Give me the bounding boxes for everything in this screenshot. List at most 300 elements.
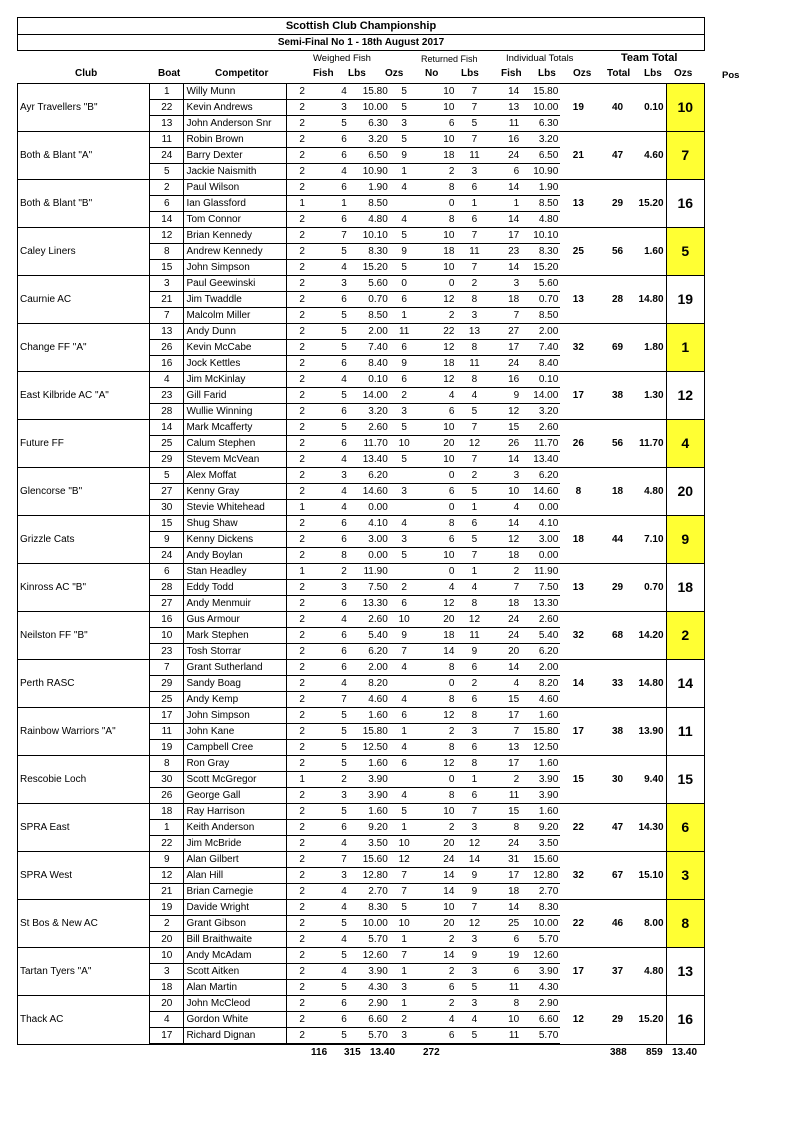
competitor-name: John Simpson (184, 708, 287, 724)
individual-fish: 4 (456, 388, 492, 404)
club-name: Caley Liners (18, 228, 150, 276)
weighed-fish: 2 (287, 388, 317, 404)
team-total-ozs: 14.80 (625, 660, 666, 708)
club-name: Caurnie AC (18, 276, 150, 324)
individual-lbs: 2 (492, 564, 521, 580)
weighed-ozs: 12.80 (349, 868, 390, 884)
competitor-name: Kevin Andrews (184, 100, 287, 116)
column-header-block (17, 51, 740, 83)
boat-number: 13 (150, 116, 184, 132)
individual-ozs: 8.50 (521, 196, 560, 212)
returned-no: 10 (390, 836, 419, 852)
col-header-competitor: Competitor (215, 68, 269, 79)
individual-ozs: 15.80 (521, 84, 560, 100)
weighed-lbs: 6 (317, 1012, 349, 1028)
team-total-ozs: 14.80 (625, 276, 666, 324)
team-total-lbs: 56 (596, 420, 625, 468)
individual-ozs: 1.60 (521, 804, 560, 820)
competitor-name: Alan Hill (184, 868, 287, 884)
club-name: Perth RASC (18, 660, 150, 708)
competitor-row (18, 420, 705, 436)
boat-number: 17 (150, 1028, 184, 1044)
team-total-lbs: 29 (596, 564, 625, 612)
weighed-ozs: 8.50 (349, 308, 390, 324)
weighed-fish: 2 (287, 436, 317, 452)
returned-no: 5 (390, 452, 419, 468)
weighed-lbs: 3 (317, 868, 349, 884)
boat-number: 8 (150, 756, 184, 772)
weighed-fish: 2 (287, 980, 317, 996)
returned-lbs: 6 (419, 1028, 457, 1044)
total-w-lbs: 315 (344, 1047, 361, 1058)
weighed-lbs: 3 (317, 468, 349, 484)
competitor-name: Scott Aitken (184, 964, 287, 980)
returned-no: 6 (390, 372, 419, 388)
returned-no: 1 (390, 996, 419, 1012)
returned-lbs: 10 (419, 228, 457, 244)
weighed-lbs: 4 (317, 500, 349, 516)
weighed-ozs: 2.70 (349, 884, 390, 900)
weighed-fish: 2 (287, 356, 317, 372)
position: 7 (666, 132, 704, 180)
boat-number: 25 (150, 436, 184, 452)
weighed-ozs: 3.90 (349, 964, 390, 980)
club-name: Kinross AC "B" (18, 564, 150, 612)
weighed-lbs: 4 (317, 836, 349, 852)
returned-lbs: 10 (419, 260, 457, 276)
returned-no: 12 (390, 852, 419, 868)
position: 12 (666, 372, 704, 420)
individual-lbs: 24 (492, 148, 521, 164)
individual-fish: 14 (456, 852, 492, 868)
individual-lbs: 13 (492, 100, 521, 116)
returned-no: 3 (390, 532, 419, 548)
individual-lbs: 18 (492, 548, 521, 564)
returned-lbs: 8 (419, 212, 457, 228)
individual-lbs: 10 (492, 1012, 521, 1028)
competitor-name: Ian Glassford (184, 196, 287, 212)
boat-number: 5 (150, 164, 184, 180)
col-header-r-lbs: Lbs (461, 68, 479, 79)
position: 14 (666, 660, 704, 708)
returned-lbs: 14 (419, 644, 457, 660)
individual-lbs: 14 (492, 900, 521, 916)
individual-lbs: 17 (492, 228, 521, 244)
weighed-fish: 2 (287, 420, 317, 436)
team-total-ozs: 4.80 (625, 948, 666, 996)
weighed-fish: 2 (287, 84, 317, 100)
individual-lbs: 1 (492, 196, 521, 212)
returned-lbs: 18 (419, 244, 457, 260)
returned-no: 6 (390, 708, 419, 724)
weighed-lbs: 6 (317, 292, 349, 308)
team-total-lbs: 29 (596, 996, 625, 1044)
weighed-lbs: 5 (317, 804, 349, 820)
returned-lbs: 2 (419, 996, 457, 1012)
weighed-ozs: 8.50 (349, 196, 390, 212)
boat-number: 12 (150, 228, 184, 244)
weighed-ozs: 1.60 (349, 804, 390, 820)
individual-lbs: 14 (492, 452, 521, 468)
weighed-fish: 2 (287, 628, 317, 644)
weighed-lbs: 6 (317, 996, 349, 1012)
position: 1 (666, 324, 704, 372)
weighed-ozs: 6.20 (349, 644, 390, 660)
team-total-lbs: 29 (596, 180, 625, 228)
individual-fish: 7 (456, 900, 492, 916)
returned-lbs: 2 (419, 932, 457, 948)
team-total-fish: 17 (560, 948, 596, 996)
weighed-lbs: 4 (317, 164, 349, 180)
sheet-subtitle: Semi-Final No 1 - 18th August 2017 (17, 35, 705, 51)
individual-lbs: 19 (492, 948, 521, 964)
returned-lbs: 14 (419, 948, 457, 964)
col-header-w-lbs: Lbs (348, 68, 366, 79)
competitor-name: Andy Menmuir (184, 596, 287, 612)
individual-fish: 8 (456, 756, 492, 772)
club-name: Glencorse "B" (18, 468, 150, 516)
boat-number: 12 (150, 868, 184, 884)
returned-lbs: 6 (419, 484, 457, 500)
competitor-name: Brian Carnegie (184, 884, 287, 900)
individual-lbs: 4 (492, 676, 521, 692)
returned-lbs: 6 (419, 116, 457, 132)
individual-lbs: 24 (492, 836, 521, 852)
weighed-ozs: 0.70 (349, 292, 390, 308)
returned-no: 7 (390, 884, 419, 900)
competitor-name: Kenny Dickens (184, 532, 287, 548)
individual-ozs: 5.70 (521, 1028, 560, 1044)
weighed-fish: 2 (287, 276, 317, 292)
boat-number: 28 (150, 580, 184, 596)
individual-lbs: 4 (492, 500, 521, 516)
individual-fish: 8 (456, 292, 492, 308)
individual-ozs: 2.00 (521, 324, 560, 340)
competitor-name: Stan Headley (184, 564, 287, 580)
sheet-title: Scottish Club Championship (17, 17, 705, 35)
individual-lbs: 14 (492, 84, 521, 100)
returned-no: 3 (390, 404, 419, 420)
competitor-name: Richard Dignan (184, 1028, 287, 1044)
returned-lbs: 10 (419, 100, 457, 116)
returned-lbs: 0 (419, 276, 457, 292)
team-total-ozs: 4.80 (625, 468, 666, 516)
weighed-lbs: 5 (317, 724, 349, 740)
competitor-name: Gill Farid (184, 388, 287, 404)
weighed-fish: 2 (287, 932, 317, 948)
individual-ozs: 5.40 (521, 628, 560, 644)
individual-lbs: 12 (492, 404, 521, 420)
team-total-fish: 17 (560, 372, 596, 420)
competitor-name: Ray Harrison (184, 804, 287, 820)
boat-number: 14 (150, 420, 184, 436)
club-name: Both & Blant "B" (18, 180, 150, 228)
competitor-name: Shug Shaw (184, 516, 287, 532)
team-total-lbs: 38 (596, 708, 625, 756)
individual-lbs: 17 (492, 340, 521, 356)
weighed-fish: 2 (287, 308, 317, 324)
boat-number: 5 (150, 468, 184, 484)
individual-fish: 1 (456, 772, 492, 788)
team-total-lbs: 69 (596, 324, 625, 372)
individual-ozs: 6.60 (521, 1012, 560, 1028)
weighed-lbs: 5 (317, 420, 349, 436)
weighed-lbs: 5 (317, 948, 349, 964)
club-name: SPRA West (18, 852, 150, 900)
returned-lbs: 20 (419, 612, 457, 628)
competitor-row (18, 948, 705, 964)
total-r-no: 272 (423, 1047, 440, 1058)
individual-fish: 4 (456, 1012, 492, 1028)
weighed-lbs: 7 (317, 228, 349, 244)
competitor-name: Andy Boylan (184, 548, 287, 564)
returned-no: 9 (390, 628, 419, 644)
individual-lbs: 8 (492, 820, 521, 836)
competitor-row (18, 276, 705, 292)
team-total-lbs: 47 (596, 804, 625, 852)
weighed-ozs: 7.40 (349, 340, 390, 356)
weighed-lbs: 4 (317, 372, 349, 388)
individual-ozs: 15.60 (521, 852, 560, 868)
individual-ozs: 10.90 (521, 164, 560, 180)
returned-lbs: 14 (419, 868, 457, 884)
boat-number: 19 (150, 900, 184, 916)
position: 20 (666, 468, 704, 516)
returned-no: 2 (390, 388, 419, 404)
individual-lbs: 17 (492, 868, 521, 884)
team-total-lbs: 18 (596, 468, 625, 516)
individual-lbs: 11 (492, 980, 521, 996)
individual-fish: 12 (456, 436, 492, 452)
club-name: Rainbow Warriors "A" (18, 708, 150, 756)
weighed-fish: 2 (287, 100, 317, 116)
individual-lbs: 18 (492, 292, 521, 308)
individual-lbs: 6 (492, 164, 521, 180)
club-name: Neilston FF "B" (18, 612, 150, 660)
individual-fish: 6 (456, 516, 492, 532)
team-total-lbs: 38 (596, 372, 625, 420)
team-total-lbs: 68 (596, 612, 625, 660)
returned-lbs: 8 (419, 180, 457, 196)
weighed-lbs: 6 (317, 820, 349, 836)
individual-ozs: 3.90 (521, 964, 560, 980)
individual-ozs: 11.90 (521, 564, 560, 580)
individual-fish: 6 (456, 180, 492, 196)
boat-number: 22 (150, 100, 184, 116)
competitor-row (18, 900, 705, 916)
individual-fish: 2 (456, 276, 492, 292)
team-total-fish: 25 (560, 228, 596, 276)
individual-fish: 3 (456, 932, 492, 948)
individual-fish: 3 (456, 820, 492, 836)
weighed-ozs: 11.70 (349, 436, 390, 452)
col-header-pos: Pos (722, 70, 740, 81)
returned-lbs: 10 (419, 84, 457, 100)
individual-fish: 8 (456, 596, 492, 612)
returned-lbs: 0 (419, 564, 457, 580)
team-total-fish: 32 (560, 852, 596, 900)
returned-no: 4 (390, 788, 419, 804)
team-total-ozs: 14.30 (625, 804, 666, 852)
club-name: Rescobie Loch (18, 756, 150, 804)
individual-ozs: 2.60 (521, 420, 560, 436)
returned-no: 6 (390, 756, 419, 772)
individual-fish: 1 (456, 196, 492, 212)
position: 19 (666, 276, 704, 324)
returned-no (390, 468, 419, 484)
team-total-ozs: 13.90 (625, 708, 666, 756)
weighed-lbs: 5 (317, 740, 349, 756)
individual-fish: 5 (456, 404, 492, 420)
weighed-ozs: 14.60 (349, 484, 390, 500)
weighed-lbs: 8 (317, 548, 349, 564)
weighed-ozs: 2.90 (349, 996, 390, 1012)
boat-number: 27 (150, 596, 184, 612)
returned-no: 5 (390, 132, 419, 148)
returned-no: 1 (390, 820, 419, 836)
competitor-name: John Anderson Snr (184, 116, 287, 132)
individual-ozs: 10.00 (521, 916, 560, 932)
returned-lbs: 2 (419, 964, 457, 980)
individual-lbs: 26 (492, 436, 521, 452)
team-total-fish: 32 (560, 612, 596, 660)
boat-number: 11 (150, 724, 184, 740)
group-header-weighed: Weighed Fish (313, 53, 371, 64)
club-name: SPRA East (18, 804, 150, 852)
individual-fish: 11 (456, 356, 492, 372)
weighed-ozs: 10.00 (349, 100, 390, 116)
boat-number: 14 (150, 212, 184, 228)
competitor-name: Jim McBride (184, 836, 287, 852)
returned-lbs: 10 (419, 452, 457, 468)
competitor-row (18, 132, 705, 148)
competitor-name: Jock Kettles (184, 356, 287, 372)
weighed-lbs: 3 (317, 100, 349, 116)
individual-lbs: 2 (492, 772, 521, 788)
competitor-name: Barry Dexter (184, 148, 287, 164)
individual-fish: 11 (456, 628, 492, 644)
returned-lbs: 4 (419, 1012, 457, 1028)
individual-lbs: 15 (492, 804, 521, 820)
returned-lbs: 0 (419, 500, 457, 516)
returned-lbs: 2 (419, 724, 457, 740)
weighed-ozs: 15.80 (349, 84, 390, 100)
boat-number: 2 (150, 916, 184, 932)
team-total-lbs: 33 (596, 660, 625, 708)
individual-ozs: 1.60 (521, 756, 560, 772)
individual-lbs: 7 (492, 580, 521, 596)
competitor-row (18, 324, 705, 340)
weighed-fish: 2 (287, 964, 317, 980)
weighed-ozs: 4.80 (349, 212, 390, 228)
returned-lbs: 6 (419, 532, 457, 548)
results-sheet (17, 17, 740, 1061)
returned-lbs: 20 (419, 436, 457, 452)
col-header-i-ozs: Ozs (573, 68, 592, 79)
competitor-name: Jim Twaddle (184, 292, 287, 308)
competitor-name: Willy Munn (184, 84, 287, 100)
returned-lbs: 12 (419, 372, 457, 388)
weighed-ozs: 4.30 (349, 980, 390, 996)
weighed-lbs: 7 (317, 692, 349, 708)
weighed-ozs: 5.40 (349, 628, 390, 644)
boat-number: 7 (150, 660, 184, 676)
club-name: Change FF "A" (18, 324, 150, 372)
individual-lbs: 14 (492, 260, 521, 276)
individual-ozs: 8.30 (521, 900, 560, 916)
individual-fish: 6 (456, 788, 492, 804)
competitor-name: Mark Mcafferty (184, 420, 287, 436)
weighed-ozs: 8.40 (349, 356, 390, 372)
individual-ozs: 3.50 (521, 836, 560, 852)
position: 16 (666, 180, 704, 228)
competitor-row (18, 660, 705, 676)
weighed-lbs: 3 (317, 276, 349, 292)
individual-fish: 8 (456, 372, 492, 388)
individual-lbs: 24 (492, 356, 521, 372)
returned-no: 4 (390, 692, 419, 708)
weighed-ozs: 3.00 (349, 532, 390, 548)
individual-ozs: 3.00 (521, 532, 560, 548)
weighed-ozs: 10.00 (349, 916, 390, 932)
individual-lbs: 20 (492, 644, 521, 660)
team-total-fish: 22 (560, 900, 596, 948)
individual-fish: 11 (456, 148, 492, 164)
individual-lbs: 7 (492, 724, 521, 740)
individual-fish: 7 (456, 420, 492, 436)
boat-number: 9 (150, 852, 184, 868)
returned-lbs: 18 (419, 148, 457, 164)
weighed-lbs: 5 (317, 308, 349, 324)
returned-lbs: 12 (419, 292, 457, 308)
individual-lbs: 14 (492, 180, 521, 196)
weighed-ozs: 15.60 (349, 852, 390, 868)
team-total-ozs: 15.20 (625, 996, 666, 1044)
weighed-ozs: 12.60 (349, 948, 390, 964)
individual-ozs: 11.70 (521, 436, 560, 452)
weighed-fish: 2 (287, 756, 317, 772)
team-total-lbs: 44 (596, 516, 625, 564)
competitor-name: Ron Gray (184, 756, 287, 772)
team-total-ozs: 1.60 (625, 228, 666, 276)
weighed-fish: 2 (287, 324, 317, 340)
competitor-row (18, 516, 705, 532)
club-name: Tartan Tyers "A" (18, 948, 150, 996)
boat-number: 26 (150, 788, 184, 804)
weighed-ozs: 13.30 (349, 596, 390, 612)
individual-ozs: 13.40 (521, 452, 560, 468)
weighed-lbs: 2 (317, 564, 349, 580)
competitor-row (18, 708, 705, 724)
returned-lbs: 6 (419, 404, 457, 420)
club-name: Thack AC (18, 996, 150, 1044)
individual-fish: 2 (456, 468, 492, 484)
individual-ozs: 0.10 (521, 372, 560, 388)
returned-lbs: 12 (419, 708, 457, 724)
team-total-lbs: 46 (596, 900, 625, 948)
total-w-ozs: 13.40 (370, 1047, 396, 1058)
individual-fish: 5 (456, 484, 492, 500)
weighed-lbs: 6 (317, 148, 349, 164)
returned-no: 6 (390, 596, 419, 612)
returned-no: 7 (390, 948, 419, 964)
competitor-row (18, 996, 705, 1012)
returned-lbs: 8 (419, 788, 457, 804)
weighed-fish: 2 (287, 676, 317, 692)
individual-ozs: 7.50 (521, 580, 560, 596)
weighed-fish: 2 (287, 836, 317, 852)
competitor-name: Davide Wright (184, 900, 287, 916)
